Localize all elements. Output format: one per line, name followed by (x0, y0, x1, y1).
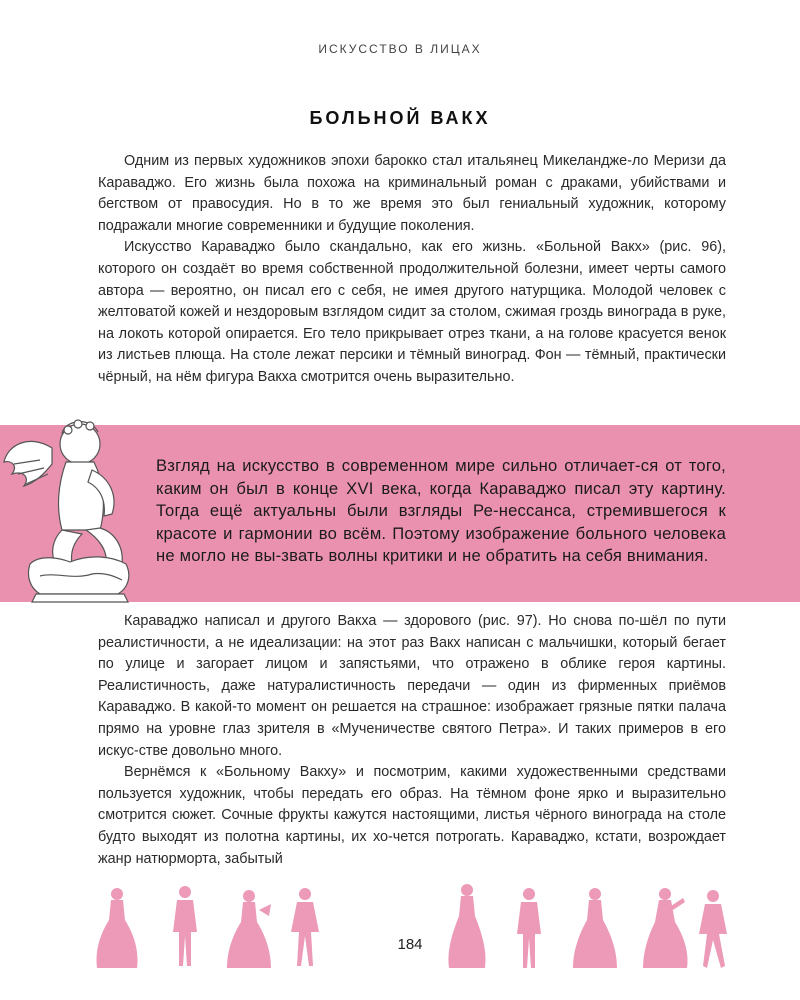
gentleman-figure-icon (291, 888, 319, 966)
paragraph: Одним из первых художников эпохи барокко стал итальянец Микеландже-ло Меризи да Караваджо. Его жизнь была похожа на криминальный роман с драками, убийствами и бегством от правосудия. Но в то же время это был гениальный художник, которому подражали многие современники и будущие поколения. (98, 153, 726, 234)
callout-text: Взгляд на искусство в современном мире сильно отличает-ся от того, каким он был в конце XVI века, когда Караваджо писал эту картину. Тогда ещё актуальны были взгляды Ре-нессанса, стремившегося к красоте и гармонии во всём. Поэтому изображение больного человека не могло не вы-звать волны критики и не обратить на себя внимания. (156, 456, 726, 566)
gentleman-figure-icon (173, 886, 197, 966)
page-number: 184 (385, 936, 435, 953)
lady-figure-icon (643, 888, 688, 968)
rococo-figures-border (95, 880, 735, 970)
chapter-title: БОЛЬНОЙ ВАКХ (309, 108, 491, 128)
lady-figure-icon (227, 890, 271, 968)
paragraph: Вернёмся к «Больному Вакху» и посмотрим, какими художественными средствами пользуется художник, чтобы передать его образ. На тёмном фоне ярко и выразительно смотрится сюжет. Сочные фрукты кажутся настоящими, листья чёрного винограда на столе будто выходят из полотна картины, их хо-чется потрогать. Караваджо, кстати, возрождает жанр натюрморта, забытый (98, 764, 726, 867)
lady-figure-icon (97, 888, 138, 968)
gentleman-figure-icon (517, 888, 541, 968)
body-text-top (98, 151, 726, 389)
lady-figure-icon (448, 884, 485, 968)
paragraph: Караваджо написал и другого Вакха — здорового (рис. 97). Но снова по-шёл по пути реалистичности, а не идеализации: на этот раз Вакх написан с мальчишки, который бегает по улице и загорает лицом и запястьями, что отражено в облике героя картины. Реалистичность, даже натуралистичность передачи — один из фирменных приёмов Караваджо. В какой-то момент он решается на страшное: изображает грязные пятки палача прямо на уровне глаз зрителя в «Мученичестве святого Петра». И таких примеров в его искус-стве довольно много. (98, 613, 726, 759)
lady-figure-icon (573, 888, 617, 968)
paragraph: Искусство Караваджо было скандально, как его жизнь. «Больной Вакх» (рис. 96), которого он создаёт во время собственной продолжительной болезни, имеет черты самого автора — вероятно, он писал его с себя, не имея другого натурщика. Молодой человек с желтоватой кожей и нездоровым взглядом сидит за столом, сжимая гроздь винограда в руке, на локоть которой опирается. Его тело прикрывает отрез ткани, а на голове красуется венок из листьев плюща. На столе лежат персики и тёмный виноград. Фон — тёмный, практически чёрный, на нём фигура Вакха смотрится очень выразительно. (98, 239, 726, 385)
running-title: ИСКУССТВО В ЛИЦАХ (318, 42, 482, 56)
cherub-statue-illustration (0, 404, 140, 604)
gentleman-figure-icon (699, 890, 727, 968)
body-text-bottom (98, 611, 726, 870)
